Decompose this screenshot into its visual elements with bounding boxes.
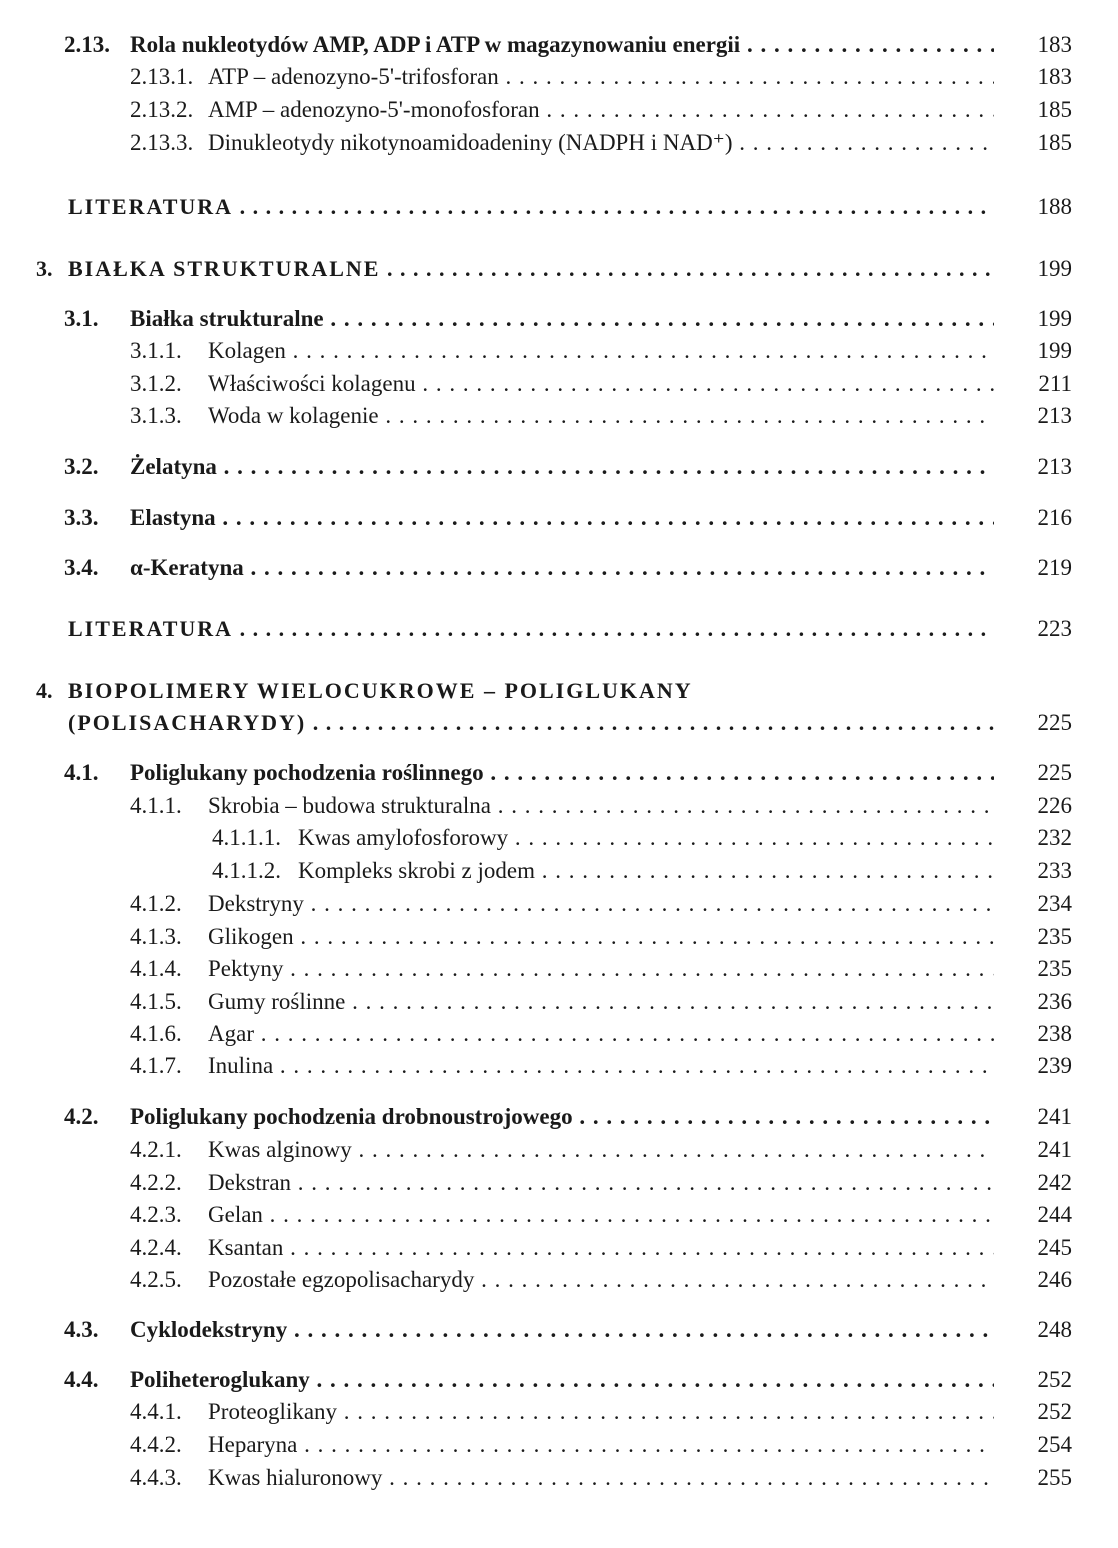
toc-entry-title: Poliheteroglukany . . . xyxy=(130,1365,994,1395)
toc-entry-number: 4.4. xyxy=(64,1367,99,1392)
toc-entry-page: 252 xyxy=(1037,1367,1072,1392)
toc-entry xyxy=(0,758,1118,792)
toc-entry-page: 239 xyxy=(1037,1053,1072,1078)
toc-entry-title: Dekstryny . . . xyxy=(208,889,994,919)
toc-entry-page: 211 xyxy=(1038,371,1072,396)
toc-entry-number: 4.2.5. xyxy=(130,1267,182,1292)
toc-entry-page: 248 xyxy=(1037,1317,1072,1342)
toc-entry-number: 3.1.3. xyxy=(130,403,182,428)
toc-entry-number: 3.1. xyxy=(64,306,99,331)
toc-entry xyxy=(0,553,1118,587)
toc-entry-title: Białka strukturalne . . . xyxy=(130,304,994,334)
toc-entry-number: 4.1. xyxy=(64,760,99,785)
toc-entry-number: 4.1.3. xyxy=(130,924,182,949)
toc-entry-page: 225 xyxy=(1037,760,1072,785)
toc-entry xyxy=(0,1365,1118,1399)
toc-entry-page: 255 xyxy=(1037,1465,1072,1490)
toc-entry xyxy=(0,503,1118,537)
toc-entry-title: Kwas hialuronowy . . . xyxy=(208,1463,994,1493)
toc-entry-title: Inulina . . . xyxy=(208,1051,994,1081)
toc-entry-page: 199 xyxy=(1037,338,1072,363)
toc-entry-title: Kwas alginowy . . . xyxy=(208,1135,994,1165)
toc-entry-number: 4.1.4. xyxy=(130,956,182,981)
toc-entry-title: Pozostałe egzopolisacharydy . . . xyxy=(208,1265,994,1295)
toc-entry-page: 244 xyxy=(1037,1202,1072,1227)
toc-entry xyxy=(0,1463,1118,1497)
toc-entry xyxy=(0,1233,1118,1267)
toc-entry-number: 2.13.3. xyxy=(130,130,194,155)
toc-entry-page: 238 xyxy=(1037,1021,1072,1046)
toc-entry xyxy=(0,856,1118,890)
toc-entry xyxy=(0,987,1118,1021)
toc-entry-title: Proteoglikany . . . xyxy=(208,1397,994,1427)
toc-entry xyxy=(0,1168,1118,1202)
toc-entry xyxy=(0,1102,1118,1136)
toc-entry-page: 185 xyxy=(1037,130,1072,155)
toc-entry-title: BIAŁKA STRUKTURALNE . . . xyxy=(68,254,994,284)
toc-entry-number: 4.1.1.2. xyxy=(212,858,281,883)
toc-entry-title: Gelan . . . xyxy=(208,1200,994,1230)
toc-entry-number: 4.4.2. xyxy=(130,1432,182,1457)
toc-entry-page: 234 xyxy=(1037,891,1072,916)
toc-entry-number: 4.1.6. xyxy=(130,1021,182,1046)
toc-entry-page: 188 xyxy=(1037,194,1072,219)
toc-entry-title: Ksantan . . . xyxy=(208,1233,994,1263)
toc-entry xyxy=(0,95,1118,129)
toc-entry-number: 4.1.5. xyxy=(130,989,182,1014)
toc-entry-number: 3.1.1. xyxy=(130,338,182,363)
toc-entry-page: 233 xyxy=(1037,858,1072,883)
toc-entry-title: Rola nukleotydów AMP, ADP i ATP w magazynowaniu energii . . . xyxy=(130,30,994,60)
toc-entry-number: 4.2.3. xyxy=(130,1202,182,1227)
toc-entry-page: 219 xyxy=(1037,555,1072,580)
toc-entry xyxy=(0,62,1118,96)
toc-entry xyxy=(0,1019,1118,1053)
toc-entry xyxy=(0,954,1118,988)
toc-entry-number: 4.2.2. xyxy=(130,1170,182,1195)
toc-entry-number: 4.1.2. xyxy=(130,891,182,916)
toc-entry xyxy=(0,889,1118,923)
toc-entry xyxy=(0,823,1118,857)
toc-entry-title: Dinukleotydy nikotynoamidoadeniny (NADPH i NAD⁺) . . . xyxy=(208,128,994,158)
toc-entry-title: Skrobia – budowa strukturalna . . . xyxy=(208,791,994,821)
toc-entry-title: AMP – adenozyno-5'-monofosforan . . . xyxy=(208,95,994,125)
toc-entry-number: 4.2.1. xyxy=(130,1137,182,1162)
toc-entry-page: 225 xyxy=(1037,710,1072,735)
toc-entry-number: 4.2.4. xyxy=(130,1235,182,1260)
toc-entry xyxy=(0,791,1118,825)
toc-entry xyxy=(0,128,1118,162)
toc-entry-number: 4. xyxy=(36,678,53,703)
toc-entry-number: 4.1.7. xyxy=(130,1053,182,1078)
toc-entry-title: Kolagen . . . xyxy=(208,336,994,366)
toc-entry-page: 241 xyxy=(1037,1104,1072,1129)
toc-entry xyxy=(0,1430,1118,1464)
toc-entry xyxy=(0,1315,1118,1349)
toc-entry-title: Cyklodekstryny . . . xyxy=(130,1315,994,1345)
toc-entry-page: 223 xyxy=(1037,616,1072,641)
toc-entry xyxy=(0,452,1118,486)
toc-entry xyxy=(0,336,1118,370)
toc-entry-title: LITERATURA . . . xyxy=(68,192,994,222)
toc-entry-page: 185 xyxy=(1037,97,1072,122)
toc-entry-title: Właściwości kolagenu . . . xyxy=(208,369,994,399)
toc-entry xyxy=(0,304,1118,338)
toc-entry-number: 3.1.2. xyxy=(130,371,182,396)
toc-entry xyxy=(0,369,1118,403)
toc-entry xyxy=(0,614,1118,648)
toc-entry-title: Pektyny . . . xyxy=(208,954,994,984)
toc-entry-title: Woda w kolagenie . . . xyxy=(208,401,994,431)
toc-entry xyxy=(0,254,1118,288)
toc-entry xyxy=(0,1397,1118,1431)
toc-entry-number: 3.3. xyxy=(64,505,99,530)
toc-entry-number: 4.1.1. xyxy=(130,793,182,818)
toc-entry-page: 183 xyxy=(1037,64,1072,89)
toc-entry-page: 226 xyxy=(1037,793,1072,818)
toc-entry xyxy=(0,30,1118,64)
toc-entry-page: 242 xyxy=(1037,1170,1072,1195)
toc-entry-number: 4.3. xyxy=(64,1317,99,1342)
toc-entry-page: 254 xyxy=(1037,1432,1072,1457)
toc-entry-page: 183 xyxy=(1037,32,1072,57)
toc-entry-page: 213 xyxy=(1037,403,1072,428)
toc-entry-page: 245 xyxy=(1037,1235,1072,1260)
toc-entry-page: 241 xyxy=(1037,1137,1072,1162)
toc-entry-title: Poliglukany pochodzenia roślinnego . . . xyxy=(130,758,994,788)
toc-entry-page: 236 xyxy=(1037,989,1072,1014)
toc-entry-title: α-Keratyna . . . xyxy=(130,553,994,583)
toc-entry-title: Glikogen . . . xyxy=(208,922,994,952)
toc-entry-number: 4.4.3. xyxy=(130,1465,182,1490)
toc-entry xyxy=(0,1200,1118,1234)
toc-entry xyxy=(0,708,1118,742)
toc-entry-title: Elastyna . . . xyxy=(130,503,994,533)
toc-entry xyxy=(0,1051,1118,1085)
toc-entry-page: 213 xyxy=(1037,454,1072,479)
toc-entry-number: 4.4.1. xyxy=(130,1399,182,1424)
toc-entry xyxy=(0,922,1118,956)
toc-entry-title: BIOPOLIMERY WIELOCUKROWE – POLIGLUKANY xyxy=(68,678,693,703)
toc-entry-number: 4.2. xyxy=(64,1104,99,1129)
toc-entry-page: 232 xyxy=(1037,825,1072,850)
toc-entry-title: Heparyna . . . xyxy=(208,1430,994,1460)
toc-entry-page: 199 xyxy=(1037,256,1072,281)
toc-entry-page: 199 xyxy=(1037,306,1072,331)
toc-entry-title: Kwas amylofosforowy . . . xyxy=(298,823,994,853)
toc-entry xyxy=(0,192,1118,226)
toc-entry-number: 3.4. xyxy=(64,555,99,580)
toc-entry-page: 235 xyxy=(1037,956,1072,981)
toc-entry xyxy=(0,401,1118,435)
toc-entry-number: 4.1.1.1. xyxy=(212,825,281,850)
toc-entry-title: Kompleks skrobi z jodem . . . xyxy=(298,856,994,886)
toc-entry-title: LITERATURA . . . xyxy=(68,614,994,644)
toc-entry-page: 252 xyxy=(1037,1399,1072,1424)
toc-entry-title: Agar . . . xyxy=(208,1019,994,1049)
toc-entry-title: (POLISACHARYDY) . . . xyxy=(68,708,994,738)
toc-entry-number: 3. xyxy=(36,256,53,281)
toc-entry-number: 2.13.2. xyxy=(130,97,194,122)
toc-entry-page: 235 xyxy=(1037,924,1072,949)
toc-entry-page: 216 xyxy=(1037,505,1072,530)
toc-entry-number: 2.13.1. xyxy=(130,64,194,89)
toc-entry-page: 246 xyxy=(1037,1267,1072,1292)
toc-entry-title: Żelatyna . . . xyxy=(130,452,994,482)
toc-entry-title: Dekstran . . . xyxy=(208,1168,994,1198)
toc-entry xyxy=(0,676,1118,710)
toc-entry-title: Poliglukany pochodzenia drobnoustrojowego . . . xyxy=(130,1102,994,1132)
toc-entry-number: 2.13. xyxy=(64,32,110,57)
toc-entry xyxy=(0,1135,1118,1169)
toc-entry xyxy=(0,1265,1118,1299)
toc-entry-title: Gumy roślinne . . . xyxy=(208,987,994,1017)
toc-entry-title: ATP – adenozyno-5'-trifosforan . . . xyxy=(208,62,994,92)
toc-entry-number: 3.2. xyxy=(64,454,99,479)
